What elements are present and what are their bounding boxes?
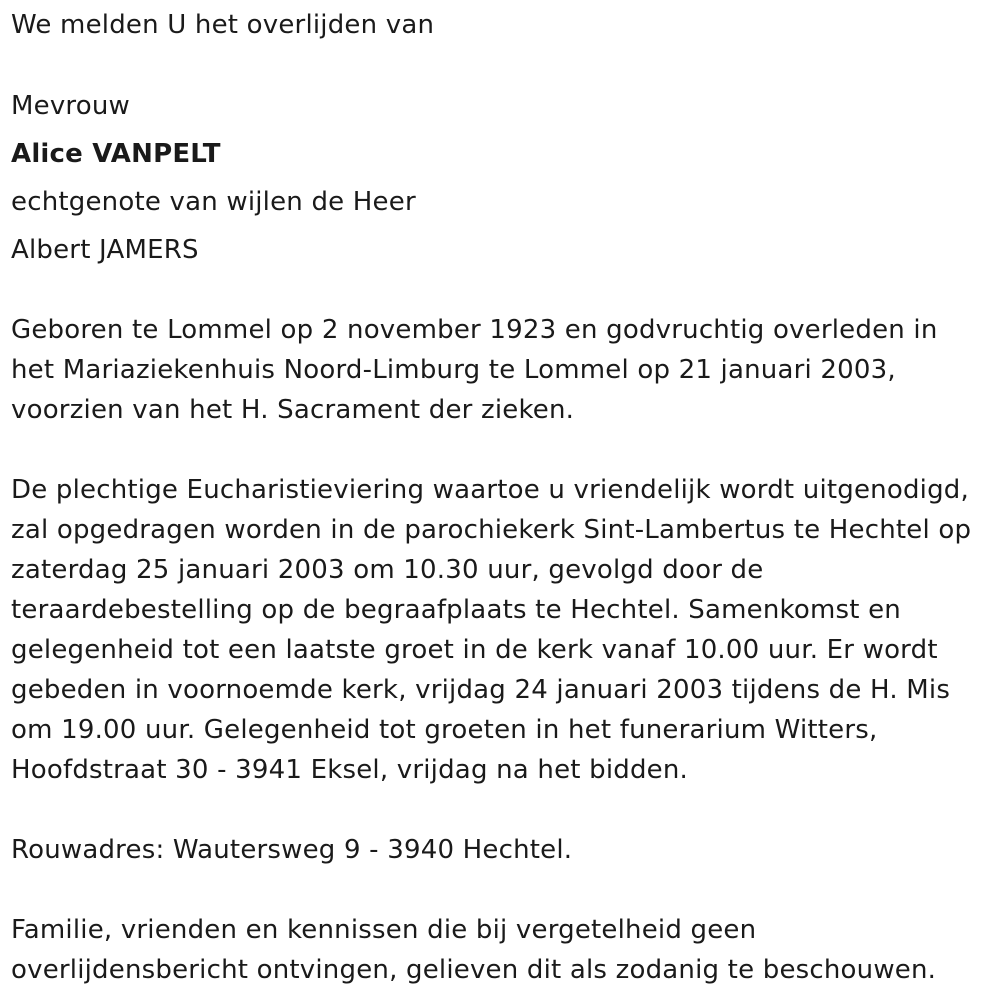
ceremony-line: gelegenheid tot een laatste groet in de kerk vanaf 10.00 uur. Er wordt [11, 635, 938, 665]
mourning-address: Rouwadres: Wautersweg 9 - 3940 Hechtel. [11, 835, 573, 865]
birth-death-line: het Mariaziekenhuis Noord-Limburg te Lommel op 21 januari 2003, [11, 355, 896, 385]
closing-line: overlijdensbericht ontvingen, gelieven dit als zodanig te beschouwen. [11, 955, 937, 985]
intro-text: We melden U het overlijden van [11, 10, 435, 40]
birth-death-line: voorzien van het H. Sacrament der zieken. [11, 395, 575, 425]
ceremony-line: teraardebestelling op de begraafplaats te Hechtel. Samenkomst en [11, 595, 901, 625]
spouse-name: Albert JAMERS [11, 235, 199, 265]
ceremony-line: zaterdag 25 januari 2003 om 10.30 uur, gevolgd door de [11, 555, 764, 585]
ceremony-line: Hoofdstraat 30 - 3941 Eksel, vrijdag na het bidden. [11, 755, 688, 785]
ceremony-line: De plechtige Eucharistieviering waartoe u vriendelijk wordt uitgenodigd, [11, 475, 969, 505]
ceremony-line: gebeden in voornoemde kerk, vrijdag 24 januari 2003 tijdens de H. Mis [11, 675, 951, 705]
ceremony-line: zal opgedragen worden in de parochiekerk Sint-Lambertus te Hechtel op [11, 515, 972, 545]
relation-text: echtgenote van wijlen de Heer [11, 187, 416, 217]
closing-line: Familie, vrienden en kennissen die bij vergetelheid geen [11, 915, 757, 945]
title-prefix: Mevrouw [11, 91, 130, 121]
birth-death-line: Geboren te Lommel op 2 november 1923 en godvruchtig overleden in [11, 315, 938, 345]
deceased-name: Alice VANPELT [11, 139, 221, 169]
ceremony-line: om 19.00 uur. Gelegenheid tot groeten in het funerarium Witters, [11, 715, 878, 745]
